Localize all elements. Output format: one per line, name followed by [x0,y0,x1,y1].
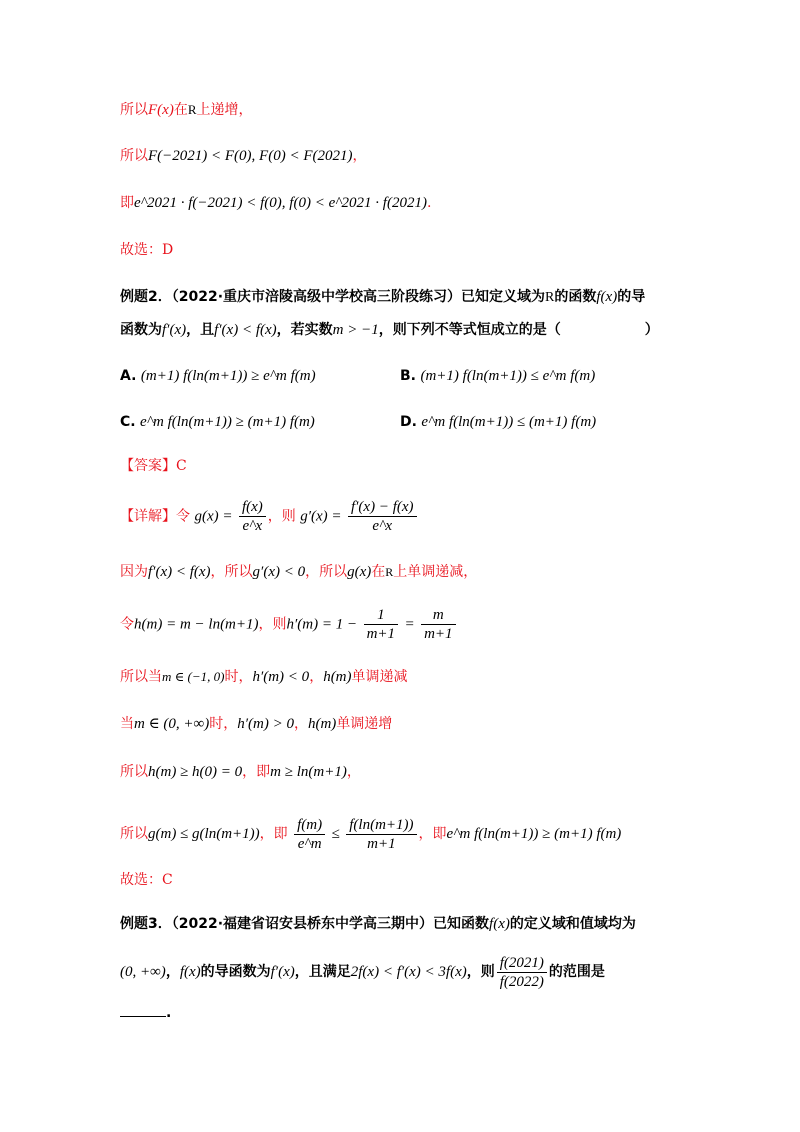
math-expr: h(m) = m − ln(m+1) [134,616,259,633]
numerator: m [421,606,455,625]
option-c [120,412,315,432]
fraction [364,606,398,643]
text: 上单调递减， [393,564,478,580]
math-expr: (m+1) f(ln(m+1)) ≤ e^m f(m) [420,368,596,384]
math-expr: m > −1 [332,322,379,338]
math-expr: h(m) [323,669,352,685]
math-expr: (m+1) f(ln(m+1)) ≥ e^m f(m) [140,368,316,384]
detail-line-2 [120,562,477,582]
text: ，则下列不等式恒成立的是（ [378,322,561,338]
math-expr: g(x) [347,564,372,580]
math-expr: g′(x) < 0 [252,564,306,580]
solution-line-3 [120,193,431,213]
detail-line-4 [120,667,408,687]
detail-line-3 [120,606,458,643]
math-expr: e^m f(ln(m+1)) ≤ (m+1) f(m) [421,414,597,430]
math-expr: h′(m) = 1 − [286,616,358,633]
text: ，则 [258,616,287,633]
text: 即 [120,195,134,211]
math-expr: e^m f(ln(m+1)) ≥ (m+1) f(m) [140,414,315,430]
math-expr: f(x) [489,916,510,932]
answer-value: C [176,458,187,474]
math-expr: f′(x) [270,964,295,980]
math-expr: = [404,616,415,633]
option-label: D. [400,414,417,430]
answer-tag: 【答案】 [120,458,176,474]
math-expr: f(x) [179,964,201,980]
math-expr: F(−2021) < F(0), F(0) < F(2021) [148,148,353,164]
text: 在 [371,564,386,580]
math-expr: g(m) ≤ g(ln(m+1)) [148,826,260,842]
numerator: f(x) [239,498,266,517]
denominator: e^x [372,518,393,534]
option-label: C. [120,414,136,430]
text: . [426,195,432,211]
fraction [294,816,325,853]
text: ， [346,764,361,780]
fraction [497,954,547,991]
text: . [166,1005,172,1021]
text: 在 [173,102,188,118]
text: 令 [120,616,134,633]
text: ，所以 [305,564,348,580]
math-expr: h′(m) < 0 [252,669,310,685]
detail-line-8 [120,870,173,890]
text: 当 [120,716,134,732]
denominator: e^x [242,518,263,534]
text: ，即 [418,826,447,842]
text: ，且满足 [294,964,351,980]
text: ，且 [186,322,215,338]
example2-title [120,287,645,308]
text: ） [644,322,659,338]
denominator: m+1 [366,626,396,642]
text: 例题2．（2022·重庆市涪陵高级中学校高三阶段练习）已知定义域为 [120,289,546,305]
math-expr: ≤ [331,826,340,842]
denominator: m+1 [424,626,453,642]
text: ，若实数 [276,322,333,338]
detail-line-6 [120,762,361,782]
denominator: e^m [297,835,322,852]
text: ， [293,716,308,732]
option-label: B. [400,368,416,384]
solution-line-4 [120,240,173,260]
text: 上递增， [196,102,253,118]
text: 令 [176,508,190,525]
option-label: A. [120,368,137,384]
option-a [120,366,316,386]
text: 因为 [120,564,148,580]
example3-line-2 [120,952,605,992]
math-expr: g′(x) = [300,508,342,525]
math-expr: f′(x) < f(x) [148,564,211,580]
text: 时， [224,669,253,685]
math-expr: e^m f(ln(m+1)) ≥ (m+1) f(m) [446,826,622,842]
detail-line-5 [120,714,392,734]
example3-line-3 [120,1002,171,1023]
detail-line-1 [120,498,419,535]
text: ， [309,669,324,685]
text: 的定义域和值域均为 [509,916,636,932]
math-expr: f′(x) [162,322,187,338]
text: 函数为 [120,322,162,338]
real-set-symbol: R [385,565,394,579]
math-expr: h(m) [307,716,337,732]
text: 所以 [120,102,148,118]
fraction [239,498,266,535]
solution-line-1 [120,100,252,120]
fraction [346,816,416,853]
math-expr: 2f(x) < f′(x) < 3f(x) [350,964,467,980]
text: 的范围是 [548,964,605,980]
math-expr: h(m) ≥ h(0) = 0 [148,764,243,780]
text: 所以 [120,148,148,164]
denominator: m+1 [367,835,396,852]
text: ，则 [466,964,495,980]
math-expr: m ≥ ln(m+1) [270,764,347,780]
text: 的函数 [554,289,597,305]
text: 例题3．（2022·福建省诏安县桥东中学高三期中）已知函数 [120,916,490,932]
text: 单调递增 [336,716,393,732]
math-expr: F(x) [148,102,174,118]
choice-text: 故选：D [120,242,174,258]
text: ，所以 [210,564,253,580]
text: ， [352,148,367,164]
text: ，即 [259,826,288,842]
option-d [400,412,596,432]
fraction [421,606,455,643]
text: 所以 [120,826,148,842]
text: 所以当 [120,669,162,685]
detail-line-7 [120,814,621,854]
text: 单调递减 [351,669,408,685]
denominator: f(2022) [499,973,544,990]
math-expr: h′(m) > 0 [237,716,294,732]
text: ，即 [242,764,271,780]
numerator: f(2021) [497,954,547,973]
text: 的导函数为 [200,964,271,980]
math-expr: e^2021 · f(−2021) < f(0), f(0) < e^2021 · f(2021) [134,195,427,211]
text: 的导 [617,289,646,305]
text: 时， [209,716,238,732]
detail-tag: 【详解】 [120,508,176,525]
answer-blank [120,1002,166,1017]
numerator: f′(x) − f(x) [348,498,417,517]
math-expr: m ∈ (0, +∞) [134,716,210,732]
math-expr: (0, +∞) [120,964,166,980]
numerator: f(ln(m+1)) [346,816,416,835]
text: ，则 [267,508,296,525]
math-expr: m ∈ (−1, 0) [162,669,225,684]
example3-title [120,914,636,934]
real-set-symbol: R [545,290,555,305]
real-set-symbol: R [187,102,197,117]
numerator: f(m) [294,816,325,835]
numerator: 1 [364,606,398,625]
text: 所以 [120,764,148,780]
example2-line-2 [120,320,659,340]
option-b [400,366,595,386]
fraction [348,498,417,535]
choice-text: 故选：C [120,872,173,888]
math-expr: f′(x) < f(x) [214,322,277,338]
math-expr: f(x) [596,289,618,305]
answer-line [120,456,187,476]
text: ， [165,964,180,980]
math-expr: g(x) = [194,508,233,525]
solution-line-2 [120,146,366,166]
